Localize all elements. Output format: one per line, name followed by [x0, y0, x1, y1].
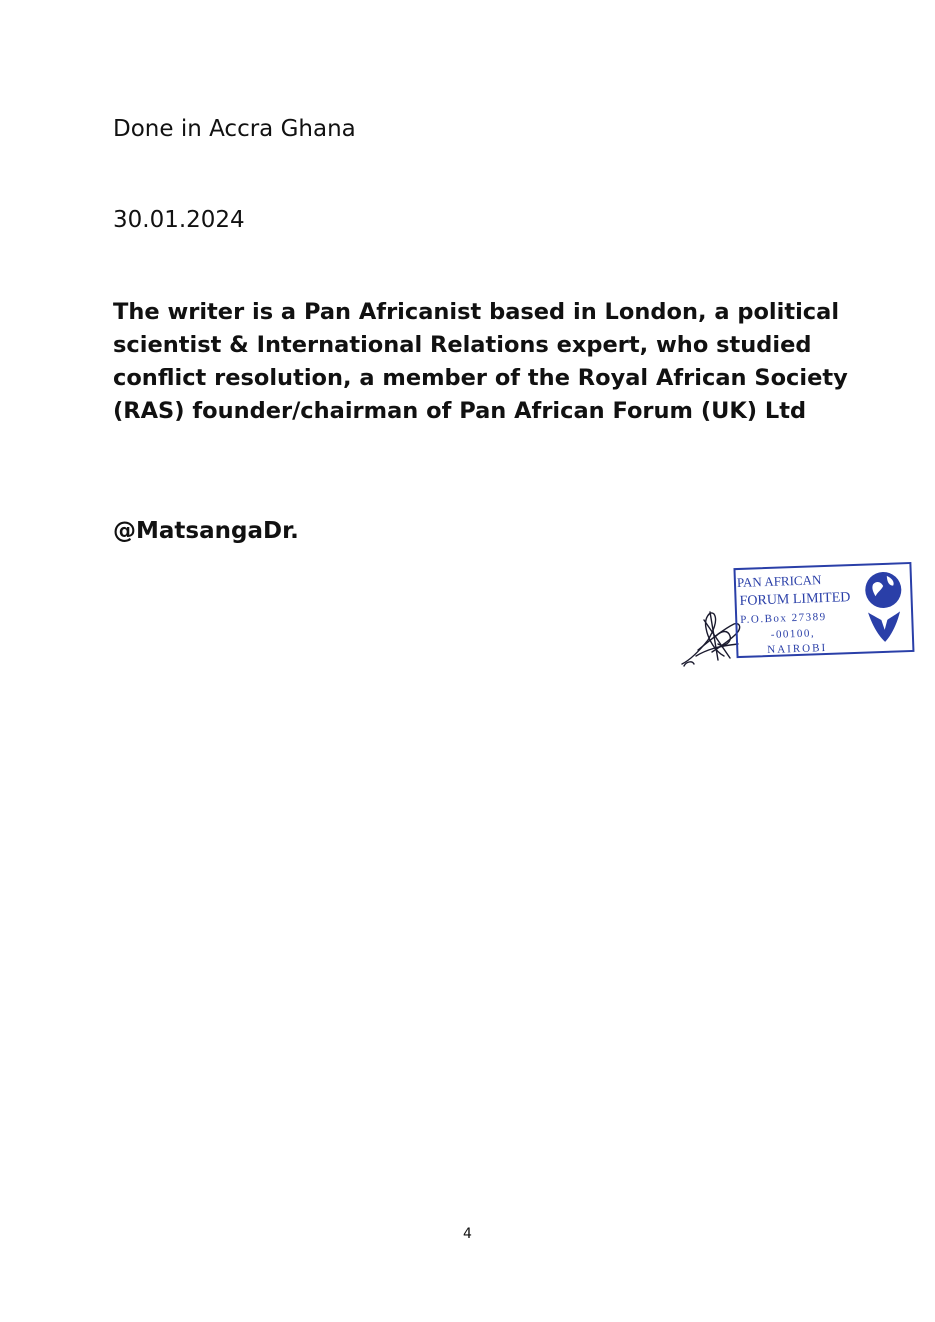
place-line: Done in Accra Ghana [113, 116, 356, 142]
stamp-line1: PAN AFRICAN [736, 572, 822, 591]
date-line: 30.01.2024 [113, 207, 245, 233]
stamp-line5: NAIROBI [767, 641, 828, 657]
torch-globe-icon [865, 571, 903, 642]
page-number: 4 [463, 1226, 472, 1242]
stamp-line3: P.O.Box 27389 [740, 610, 827, 626]
author-bio: The writer is a Pan Africanist based in London, a political scientist & International Relations expert, who studied conflict resolution, a member of the Royal African Society (RAS) founder/chairman of Pan African Forum (UK) Ltd [113, 299, 848, 424]
twitter-handle: @MatsangaDr. [113, 518, 299, 544]
stamp-line4: -00100, [770, 627, 816, 641]
company-stamp [732, 558, 918, 664]
stamp-line2: FORUM LIMITED [739, 590, 851, 609]
